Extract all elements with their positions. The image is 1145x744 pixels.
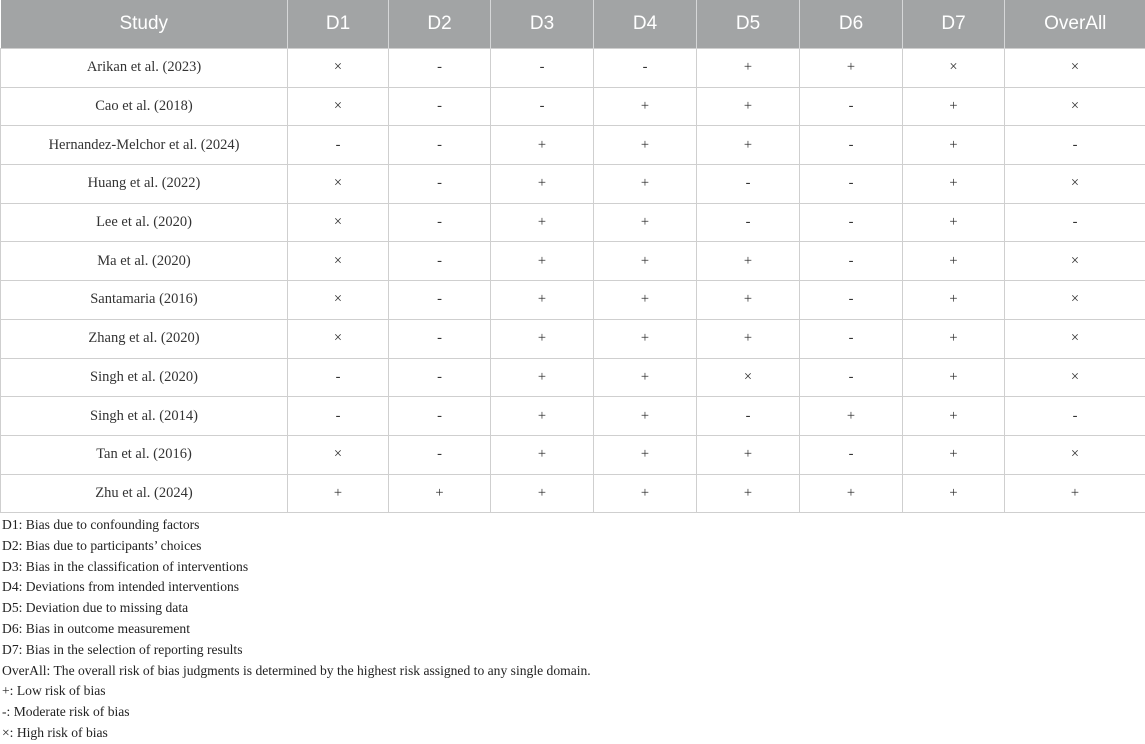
judgment-cell: + xyxy=(697,281,800,320)
judgment-cell: × xyxy=(1005,49,1145,88)
judgment-cell: - xyxy=(800,435,903,474)
judgment-cell: - xyxy=(389,242,491,281)
judgment-cell: - xyxy=(288,126,389,165)
judgment-cell: + xyxy=(594,87,697,126)
judgment-cell: + xyxy=(594,358,697,397)
judgment-cell: + xyxy=(594,474,697,513)
footnote-line: +: Low risk of bias xyxy=(2,681,591,702)
judgment-cell: + xyxy=(491,281,594,320)
judgment-cell: + xyxy=(697,87,800,126)
judgment-cell: - xyxy=(389,203,491,242)
judgment-cell: + xyxy=(1005,474,1145,513)
table-row xyxy=(1,87,1145,126)
judgment-cell: × xyxy=(697,358,800,397)
table-row xyxy=(1,281,1145,320)
judgment-cell: + xyxy=(903,358,1005,397)
judgment-cell: - xyxy=(800,319,903,358)
judgment-cell: - xyxy=(800,203,903,242)
judgment-cell: - xyxy=(800,281,903,320)
header-d2: D2 xyxy=(389,0,491,49)
header-d5: D5 xyxy=(697,0,800,49)
footnote-line: D5: Deviation due to missing data xyxy=(2,598,591,619)
judgment-cell: + xyxy=(594,435,697,474)
judgment-cell: + xyxy=(903,319,1005,358)
table-row xyxy=(1,397,1145,436)
table-row xyxy=(1,319,1145,358)
study-cell: Ma et al. (2020) xyxy=(1,242,288,281)
judgment-cell: + xyxy=(491,474,594,513)
judgment-cell: × xyxy=(1005,165,1145,204)
study-cell: Singh et al. (2014) xyxy=(1,397,288,436)
judgment-cell: + xyxy=(903,126,1005,165)
judgment-cell: × xyxy=(1005,87,1145,126)
judgment-cell: - xyxy=(491,87,594,126)
judgment-cell: - xyxy=(800,126,903,165)
footnote-line: D4: Deviations from intended interventions xyxy=(2,577,591,598)
judgment-cell: + xyxy=(697,49,800,88)
table-row xyxy=(1,126,1145,165)
judgment-cell: × xyxy=(288,319,389,358)
judgment-cell: + xyxy=(697,126,800,165)
table-header xyxy=(1,0,1145,49)
judgment-cell: + xyxy=(903,165,1005,204)
judgment-cell: - xyxy=(594,49,697,88)
judgment-cell: + xyxy=(491,242,594,281)
study-cell: Lee et al. (2020) xyxy=(1,203,288,242)
judgment-cell: - xyxy=(800,242,903,281)
table-body xyxy=(1,49,1145,513)
judgment-cell: + xyxy=(903,474,1005,513)
judgment-cell: - xyxy=(389,435,491,474)
study-cell: Singh et al. (2020) xyxy=(1,358,288,397)
judgment-cell: × xyxy=(1005,281,1145,320)
judgment-cell: × xyxy=(288,165,389,204)
header-d6: D6 xyxy=(800,0,903,49)
footnote-line: D7: Bias in the selection of reporting results xyxy=(2,640,591,661)
study-cell: Arikan et al. (2023) xyxy=(1,49,288,88)
judgment-cell: - xyxy=(1005,203,1145,242)
judgment-cell: + xyxy=(903,397,1005,436)
table-row xyxy=(1,203,1145,242)
judgment-cell: × xyxy=(288,49,389,88)
judgment-cell: - xyxy=(389,281,491,320)
judgment-cell: + xyxy=(903,87,1005,126)
judgment-cell: - xyxy=(389,397,491,436)
judgment-cell: + xyxy=(903,435,1005,474)
judgment-cell: × xyxy=(288,242,389,281)
judgment-cell: + xyxy=(491,358,594,397)
study-cell: Cao et al. (2018) xyxy=(1,87,288,126)
judgment-cell: × xyxy=(288,435,389,474)
judgment-cell: + xyxy=(491,319,594,358)
header-d3: D3 xyxy=(491,0,594,49)
table-footnotes xyxy=(2,515,591,744)
table-row xyxy=(1,165,1145,204)
judgment-cell: × xyxy=(288,203,389,242)
study-cell: Zhu et al. (2024) xyxy=(1,474,288,513)
study-cell: Zhang et al. (2020) xyxy=(1,319,288,358)
header-d4: D4 xyxy=(594,0,697,49)
judgment-cell: × xyxy=(1005,358,1145,397)
footnote-line: D1: Bias due to confounding factors xyxy=(2,515,591,536)
header-row xyxy=(1,0,1145,49)
judgment-cell: + xyxy=(594,397,697,436)
judgment-cell: + xyxy=(594,126,697,165)
judgment-cell: - xyxy=(288,397,389,436)
header-overall: OverAll xyxy=(1005,0,1145,49)
judgment-cell: + xyxy=(594,319,697,358)
judgment-cell: + xyxy=(697,435,800,474)
judgment-cell: - xyxy=(697,397,800,436)
judgment-cell: + xyxy=(697,242,800,281)
judgment-cell: × xyxy=(288,87,389,126)
footnote-line: OverAll: The overall risk of bias judgments is determined by the highest risk assigned to any single domain. xyxy=(2,661,591,682)
judgment-cell: + xyxy=(594,203,697,242)
table-row xyxy=(1,358,1145,397)
judgment-cell: - xyxy=(800,165,903,204)
table-row xyxy=(1,435,1145,474)
judgment-cell: + xyxy=(800,49,903,88)
judgment-cell: - xyxy=(491,49,594,88)
judgment-cell: + xyxy=(491,165,594,204)
footnote-line: ×: High risk of bias xyxy=(2,723,591,744)
judgment-cell: - xyxy=(800,358,903,397)
judgment-cell: + xyxy=(594,242,697,281)
study-cell: Hernandez-Melchor et al. (2024) xyxy=(1,126,288,165)
judgment-cell: - xyxy=(389,49,491,88)
judgment-cell: - xyxy=(800,87,903,126)
table-row xyxy=(1,242,1145,281)
judgment-cell: - xyxy=(389,319,491,358)
judgment-cell: × xyxy=(1005,319,1145,358)
footnote-line: D6: Bias in outcome measurement xyxy=(2,619,591,640)
judgment-cell: + xyxy=(491,203,594,242)
footnote-line: D3: Bias in the classification of interventions xyxy=(2,557,591,578)
study-cell: Santamaria (2016) xyxy=(1,281,288,320)
judgment-cell: - xyxy=(1005,397,1145,436)
header-study: Study xyxy=(1,0,288,49)
judgment-cell: + xyxy=(800,474,903,513)
judgment-cell: - xyxy=(389,126,491,165)
judgment-cell: + xyxy=(697,319,800,358)
footnote-line: D2: Bias due to participants’ choices xyxy=(2,536,591,557)
judgment-cell: + xyxy=(903,203,1005,242)
judgment-cell: × xyxy=(288,281,389,320)
table-row xyxy=(1,474,1145,513)
judgment-cell: + xyxy=(800,397,903,436)
judgment-cell: - xyxy=(389,165,491,204)
header-d1: D1 xyxy=(288,0,389,49)
judgment-cell: - xyxy=(697,165,800,204)
judgment-cell: + xyxy=(697,474,800,513)
judgment-cell: + xyxy=(594,281,697,320)
judgment-cell: - xyxy=(389,358,491,397)
judgment-cell: - xyxy=(1005,126,1145,165)
judgment-cell: + xyxy=(903,281,1005,320)
judgment-cell: + xyxy=(288,474,389,513)
table-row xyxy=(1,49,1145,88)
judgment-cell: + xyxy=(903,242,1005,281)
judgment-cell: + xyxy=(594,165,697,204)
footnote-line: -: Moderate risk of bias xyxy=(2,702,591,723)
judgment-cell: - xyxy=(697,203,800,242)
judgment-cell: - xyxy=(389,87,491,126)
judgment-cell: + xyxy=(491,126,594,165)
judgment-cell: × xyxy=(1005,242,1145,281)
header-d7: D7 xyxy=(903,0,1005,49)
judgment-cell: - xyxy=(288,358,389,397)
study-cell: Huang et al. (2022) xyxy=(1,165,288,204)
judgment-cell: + xyxy=(491,397,594,436)
judgment-cell: × xyxy=(1005,435,1145,474)
judgment-cell: + xyxy=(389,474,491,513)
judgment-cell: + xyxy=(491,435,594,474)
study-cell: Tan et al. (2016) xyxy=(1,435,288,474)
judgment-cell: × xyxy=(903,49,1005,88)
